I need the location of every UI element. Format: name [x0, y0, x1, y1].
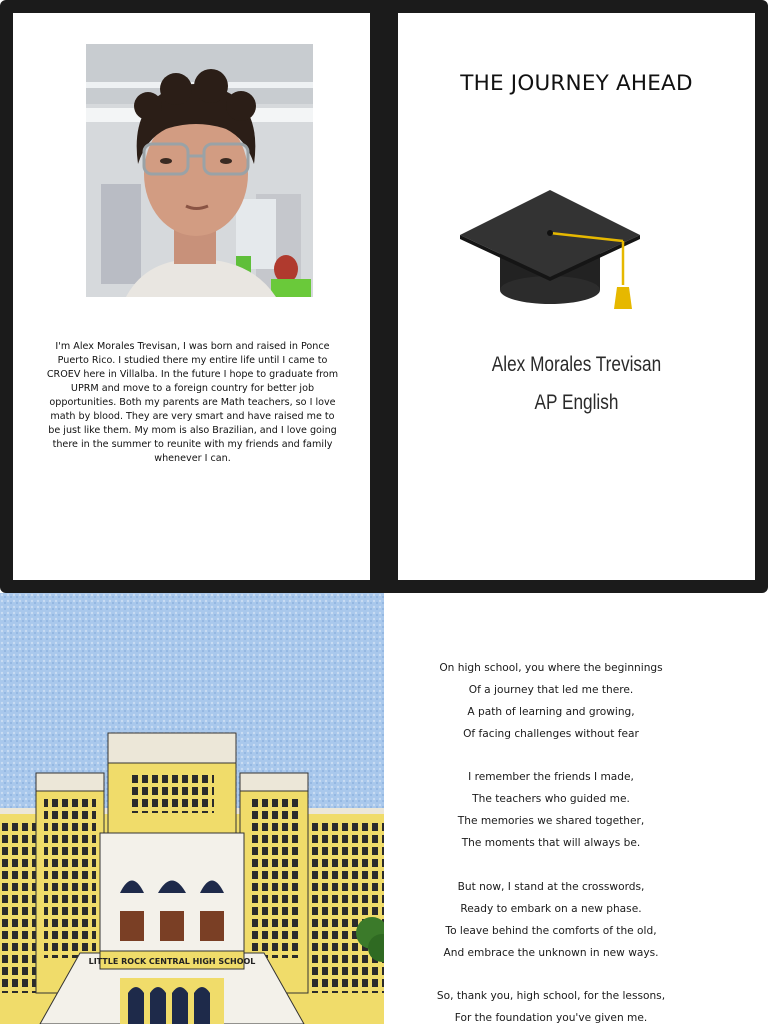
author-bio: I'm Alex Morales Trevisan, I was born and raised in Ponce Puerto Rico. I studied there my entire life until I came to CROEV here in Villalba. In the future I hope to graduate from UPRM and move to a foreign country for better job opportunities. Both my parents are Math teachers, so I love math by blood. They are very smart and have raised me to be just like them. My mom is also Brazilian, and I love going there in the summer to reunite with my friends and family whenever I can.: [46, 341, 339, 464]
author-photo: [86, 44, 313, 297]
right-page: [398, 13, 755, 580]
poem-line: For the foundation you've given me.: [454, 1012, 648, 1025]
poem-line: The memories we shared together,: [457, 815, 645, 828]
poem-line: To leave behind the comforts of the old,: [445, 924, 657, 937]
poem: [388, 657, 714, 1029]
stanza-break: [388, 854, 714, 876]
graduation-cap-icon: [458, 185, 643, 313]
school-building-drawing: [0, 593, 384, 1024]
poem-line: But now, I stand at the crosswords,: [457, 880, 645, 893]
poem-line: Ready to embark on a new phase.: [460, 902, 642, 915]
stanza-break: [388, 745, 714, 767]
poem-line: And embrace the unknown in new ways.: [443, 946, 659, 959]
author-name: Alex Morales Trevisan: [491, 353, 662, 376]
course-name: AP English: [534, 391, 619, 414]
book-spine: [380, 0, 388, 593]
book-title: THE JOURNEY AHEAD: [460, 71, 693, 96]
poem-line: Of a journey that led me there.: [468, 683, 634, 696]
poem-line: A path of learning and growing,: [467, 705, 635, 718]
poem-line: The moments that will always be.: [461, 837, 641, 850]
left-page: [13, 13, 370, 580]
poem-line: I remember the friends I made,: [468, 771, 634, 784]
school-sign: LITTLE ROCK CENTRAL HIGH SCHOOL: [88, 957, 256, 966]
stanza-break: [388, 963, 714, 985]
poem-line: So, thank you, high school, for the lessons,: [436, 990, 666, 1003]
poem-line: On high school, you where the beginnings: [439, 662, 663, 674]
poem-line: The teachers who guided me.: [472, 793, 630, 806]
poem-line: Of facing challenges without fear: [463, 727, 639, 740]
